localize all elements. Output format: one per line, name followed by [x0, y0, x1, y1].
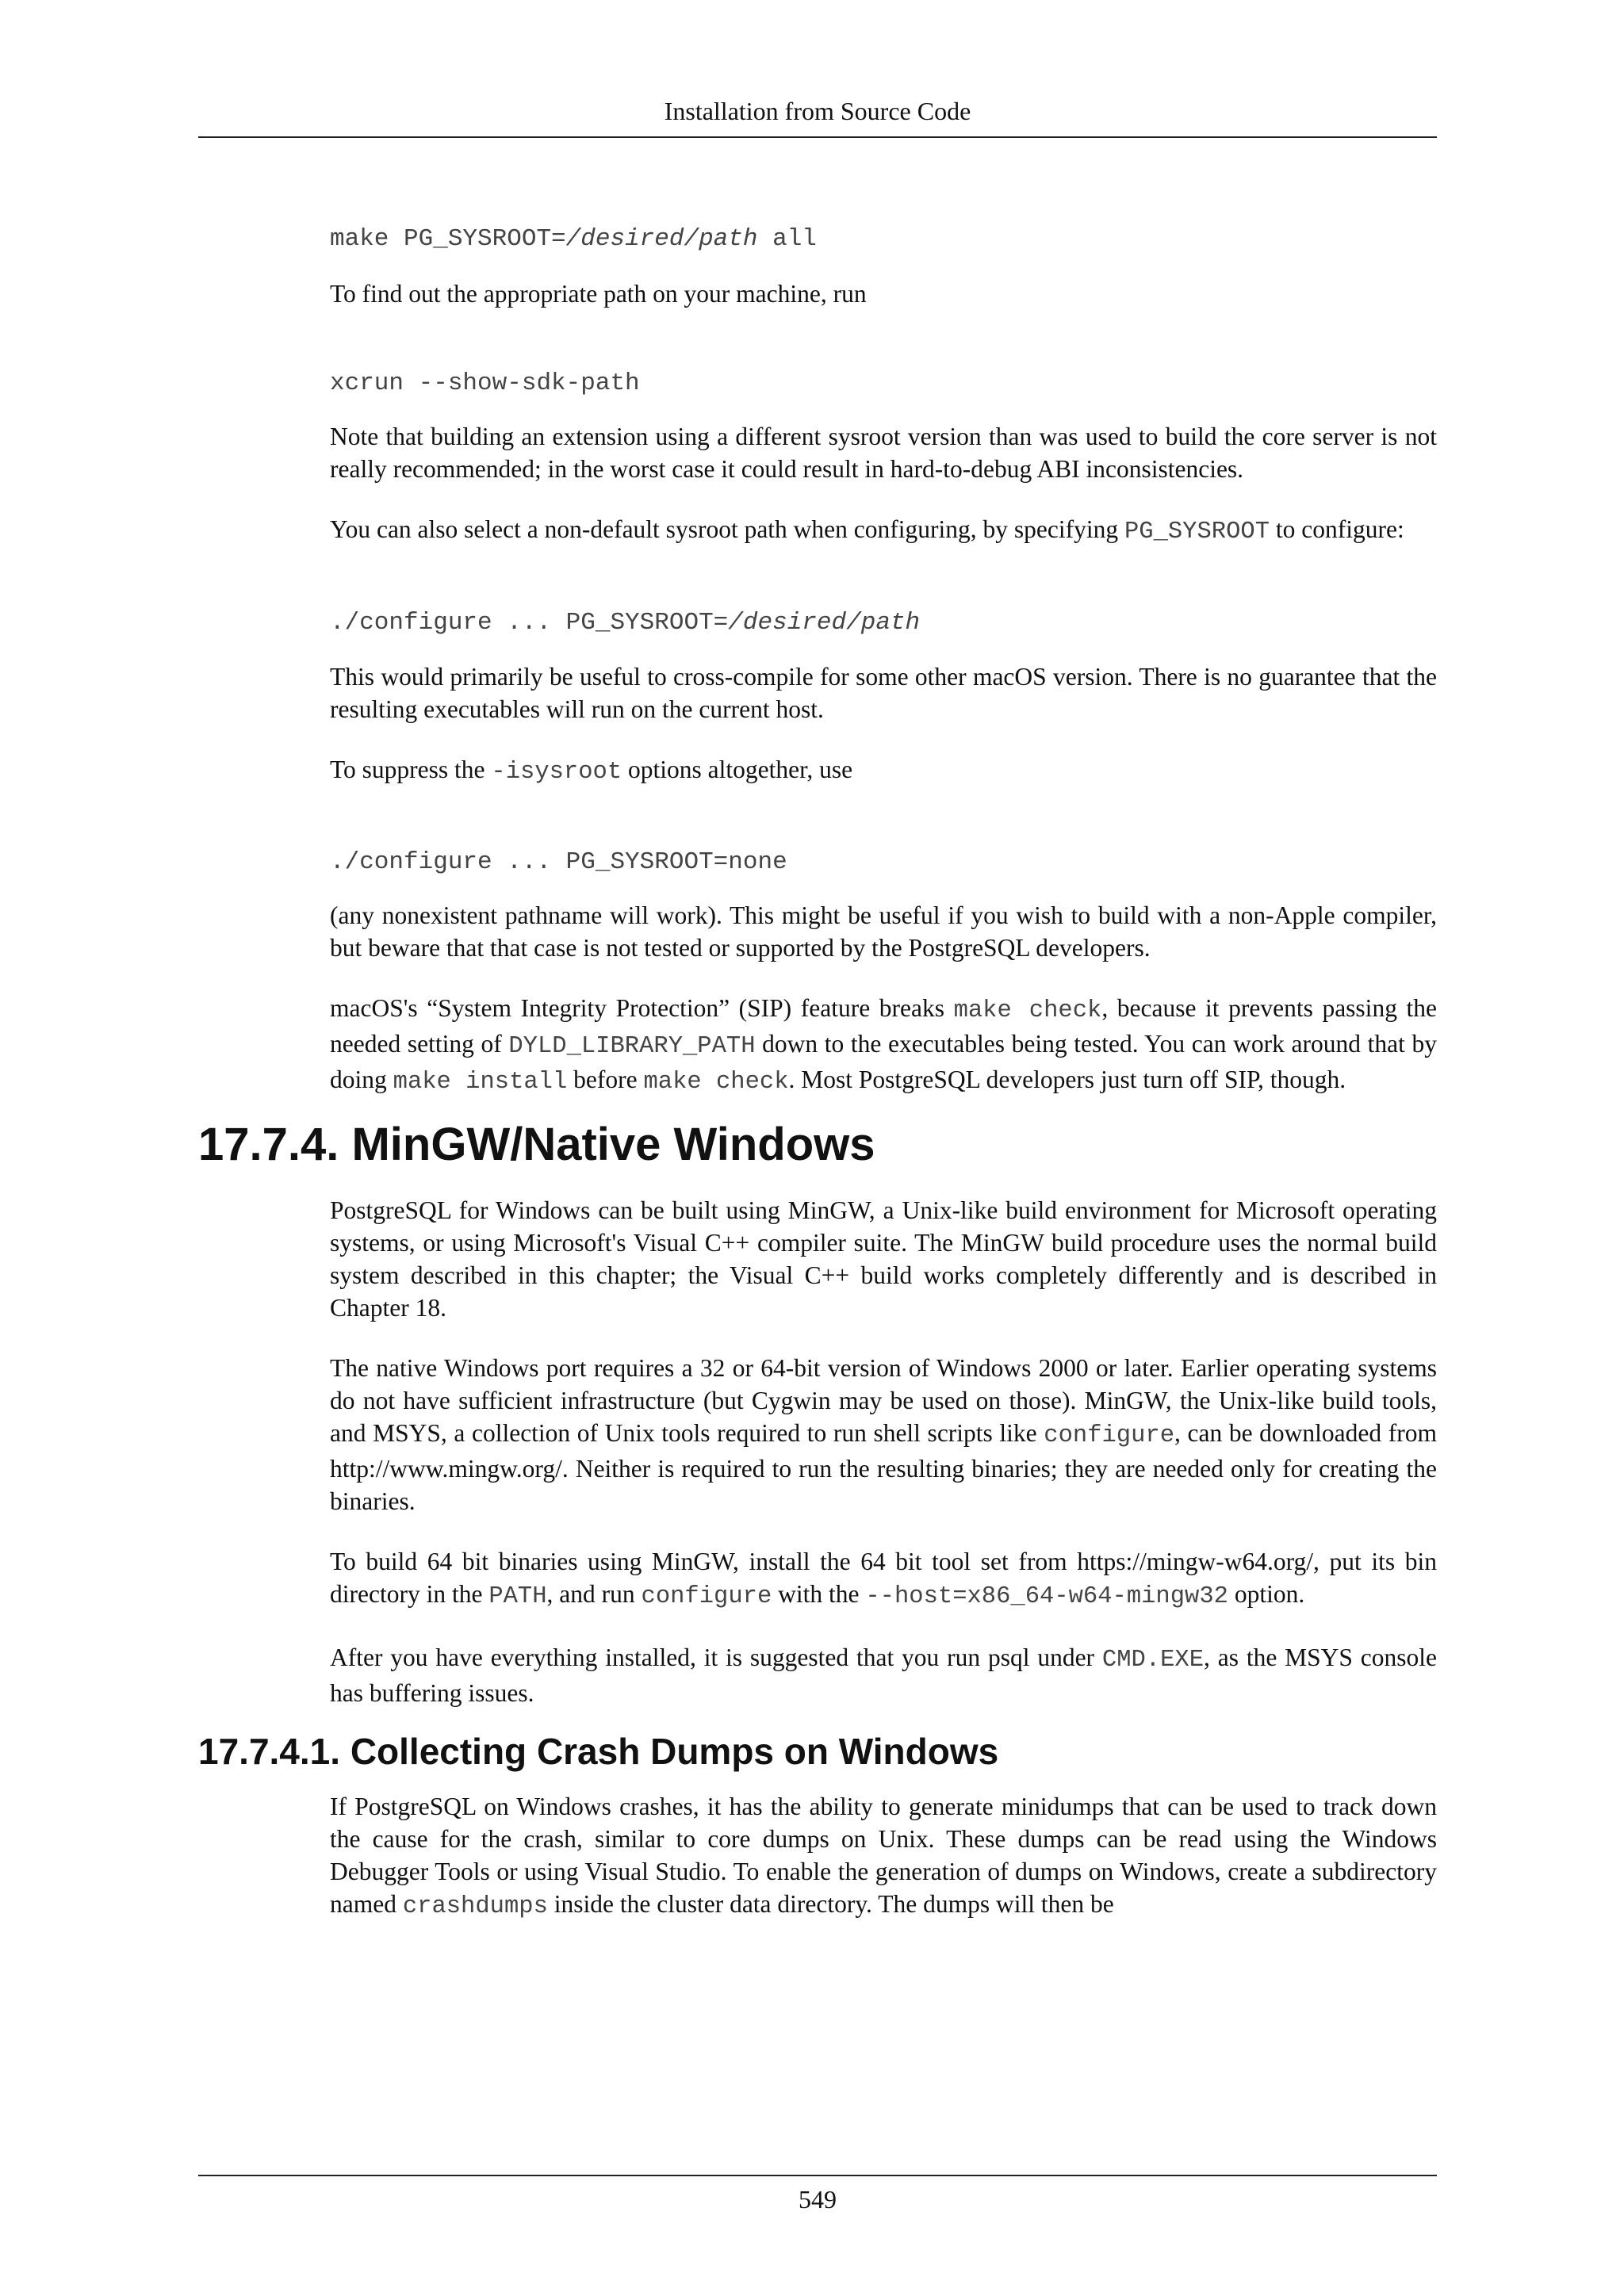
text-run: option.: [1228, 1580, 1305, 1608]
text-run: , can be downloaded from http://www.mingw.org/. Neither is required to run the resulting binaries; they are needed only for creating the binaries.: [330, 1419, 1437, 1515]
code-text: make PG_SYSROOT=: [330, 225, 566, 253]
text-run: The native Windows port requires a 32 or 64-bit version of Windows 2000 or later. Earlier operating systems do not have sufficient infrastructure (but Cygwin may be used on those). MinGW, the Unix-like build tools, and MSYS, a collection of Unix tools required to run shell scripts like: [330, 1354, 1437, 1447]
text-run: to configure:: [1270, 515, 1404, 543]
inline-code: PG_SYSROOT: [1124, 519, 1270, 545]
paragraph: This would primarily be useful to cross-compile for some other macOS version. There is no guarantee that the resulting executables will run on the current host.: [330, 663, 1437, 723]
footer-rule: [198, 2175, 1437, 2176]
inline-code: crashdumps: [402, 1893, 548, 1920]
text-run: After you have everything installed, it is suggested that you run psql under: [330, 1644, 1102, 1671]
paragraph: [330, 753, 1437, 789]
text-run: , as the MSYS console has buffering issues.: [330, 1644, 1437, 1707]
header-rule: [198, 136, 1437, 138]
text-run: macOS's “System Integrity Protection” (SIP) feature breaks: [330, 994, 954, 1022]
code-block-configure-sysroot: [330, 606, 1437, 641]
inline-code: PATH: [488, 1583, 547, 1610]
paragraph: [330, 1352, 1437, 1517]
paragraph: (any nonexistent pathname will work). This might be useful if you wish to build with a non-Apple compiler, but beware that that case is not tested or supported by the PostgreSQL developers.: [330, 901, 1437, 962]
section-heading: 17.7.4. MinGW/Native Windows: [198, 1119, 875, 1170]
paragraph: To find out the appropriate path on your machine, run: [330, 280, 867, 308]
paragraph: PostgreSQL for Windows can be built using MinGW, a Unix-like build environment for Microsoft operating systems, or using Microsoft's Visual C++ compiler suite. The MinGW build procedure uses the normal build system described in this chapter; the Visual C++ build works completely differently and is described in Chapter 18.: [330, 1196, 1437, 1322]
page-number: 549: [799, 2185, 837, 2214]
inline-code: CMD.EXE: [1101, 1647, 1205, 1674]
paragraph: [330, 1641, 1437, 1709]
inline-code: DYLD_LIBRARY_PATH: [508, 1033, 756, 1060]
text-run: . Most PostgreSQL developers just turn off SIP, though.: [788, 1066, 1346, 1093]
inline-code: make check: [953, 997, 1102, 1024]
text-run: , and run: [546, 1580, 642, 1608]
text-run: To suppress the: [330, 756, 492, 783]
running-header: Installation from Source Code: [664, 97, 971, 125]
code-block-make-sysroot: [330, 222, 1437, 257]
page-body: [198, 222, 1437, 1923]
paragraph: Note that building an extension using a different sysroot version than was used to build the core server is not really recommended; in the worst case it could result in hard-to-debug ABI inconsistencies.: [330, 423, 1437, 483]
inline-code: configure: [641, 1583, 772, 1610]
text-run: before: [567, 1066, 644, 1093]
code-text: all: [757, 225, 817, 253]
text-run: You can also select a non-default sysroot path when configuring, by specifying: [330, 515, 1124, 543]
text-run: , because it prevents passing the needed setting of: [330, 994, 1438, 1058]
paragraph: [330, 1545, 1437, 1613]
code-block-xcrun: xcrun --show-sdk-path: [330, 369, 640, 397]
paragraph: [330, 513, 1437, 549]
inline-code: configure: [1044, 1422, 1175, 1449]
text-run: inside the cluster data directory. The dumps will then be: [547, 1890, 1114, 1918]
text-run: options altogether, use: [622, 756, 853, 783]
text-run: with the: [772, 1580, 866, 1608]
text-run: To build 64 bit binaries using MinGW, install the 64 bit tool set from https://mingw-w64.org/, put its bin directory in the: [330, 1548, 1437, 1608]
code-block-configure-none: ./configure ... PG_SYSROOT=none: [330, 848, 787, 876]
code-text: ./configure ... PG_SYSROOT=: [330, 609, 729, 637]
subsection-heading: 17.7.4.1. Collecting Crash Dumps on Windows: [198, 1731, 999, 1772]
text-run: down to the executables being tested. You can work around that by doing: [330, 1030, 1437, 1093]
text-run: If PostgreSQL on Windows crashes, it has the ability to generate minidumps that can be used to track down the cause for the crash, similar to core dumps on Unix. These dumps can be read using the Windows Debugger Tools or using Visual Studio. To enable the generation of dumps on Windows, create a subdirectory named: [330, 1793, 1437, 1918]
code-placeholder: /desired/path: [565, 225, 758, 253]
inline-code: --host=x86_64-w64-mingw32: [865, 1583, 1228, 1610]
inline-code: make check: [643, 1069, 789, 1096]
paragraph: [330, 992, 1437, 1099]
paragraph: [330, 1790, 1437, 1923]
inline-code: make install: [393, 1069, 568, 1096]
code-placeholder: /desired/path: [728, 609, 921, 637]
inline-code: -isysroot: [491, 759, 622, 786]
